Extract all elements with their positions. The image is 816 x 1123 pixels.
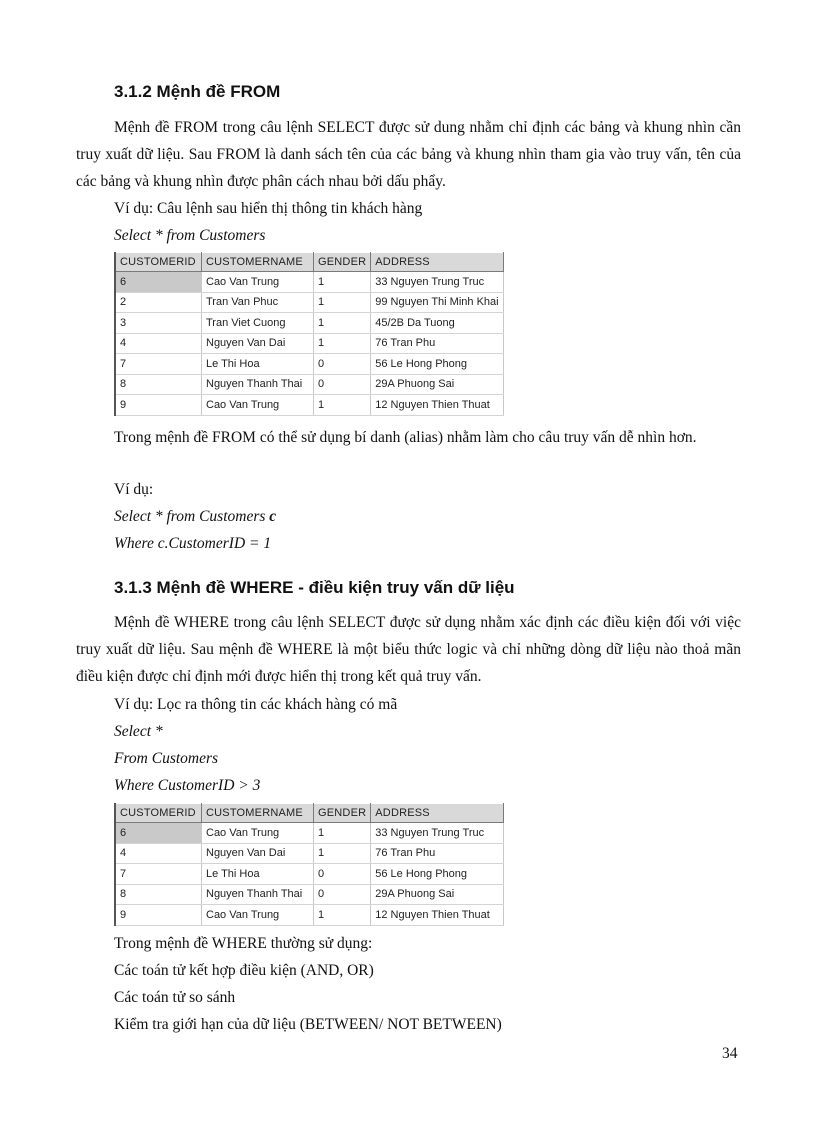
use-item-3: Kiểm tra giới hạn của dữ liệu (BETWEEN/ NOT BETWEEN)	[114, 1016, 502, 1033]
table-row[interactable]	[115, 864, 504, 885]
table-cell[interactable]: Nguyen Thanh Thai	[202, 374, 314, 395]
table-cell[interactable]: 76 Tran Phu	[371, 333, 504, 354]
table-cell[interactable]: Tran Van Phuc	[202, 292, 314, 313]
alias-paragraph: Trong mệnh đề FROM có thể sử dụng bí danh (alias) nhằm làm cho câu truy vấn dễ nhìn hơn.	[114, 429, 697, 446]
table-cell[interactable]: 7	[115, 354, 202, 375]
table-cell[interactable]: 9	[115, 905, 202, 926]
table-cell[interactable]: 1	[314, 843, 371, 864]
table-cell[interactable]: 1	[314, 395, 371, 416]
table-cell[interactable]: Cao Van Trung	[202, 823, 314, 844]
column-header[interactable]: CUSTOMERNAME	[202, 804, 314, 823]
table-cell[interactable]: 4	[115, 333, 202, 354]
table-cell[interactable]: 0	[314, 884, 371, 905]
table-row[interactable]	[115, 884, 504, 905]
page-number: 34	[722, 1045, 738, 1062]
column-header[interactable]: ADDRESS	[371, 253, 504, 272]
table-cell[interactable]: Le Thi Hoa	[202, 864, 314, 885]
table-cell[interactable]: Nguyen Thanh Thai	[202, 884, 314, 905]
grid-header-row	[115, 804, 504, 823]
table-cell[interactable]: 12 Nguyen Thien Thuat	[371, 395, 504, 416]
table-row[interactable]	[115, 313, 504, 334]
result-grid-2	[114, 803, 504, 926]
table-cell[interactable]: Cao Van Trung	[202, 272, 314, 293]
table-cell[interactable]: 0	[314, 354, 371, 375]
table-cell[interactable]: 2	[115, 292, 202, 313]
table-cell[interactable]: 1	[314, 272, 371, 293]
column-header[interactable]: CUSTOMERID	[115, 253, 202, 272]
table-cell[interactable]: 9	[115, 395, 202, 416]
column-header[interactable]: GENDER	[314, 253, 371, 272]
column-header[interactable]: ADDRESS	[371, 804, 504, 823]
table-cell[interactable]: 3	[115, 313, 202, 334]
table-cell[interactable]: 1	[314, 823, 371, 844]
table-row[interactable]	[115, 905, 504, 926]
table-cell[interactable]: Tran Viet Cuong	[202, 313, 314, 334]
example3-label: Ví dụ: Lọc ra thông tin các khách hàng có mã	[114, 696, 398, 713]
table-row[interactable]	[115, 272, 504, 293]
example3-code-line1: Select *	[114, 723, 163, 740]
example3-code-line2: From Customers	[114, 750, 219, 767]
table-row[interactable]	[115, 374, 504, 395]
table-cell[interactable]: 1	[314, 905, 371, 926]
table-cell[interactable]: 8	[115, 884, 202, 905]
heading-3-1-2: 3.1.2 Mệnh đề FROM	[114, 82, 281, 101]
table-cell[interactable]: 45/2B Da Tuong	[371, 313, 504, 334]
result-grid-1	[114, 252, 504, 416]
table-cell[interactable]: 1	[314, 292, 371, 313]
example2-code-line2: Where c.CustomerID = 1	[114, 535, 272, 552]
table-row[interactable]	[115, 395, 504, 416]
table-cell[interactable]: 0	[314, 864, 371, 885]
table-cell[interactable]: 29A Phuong Sai	[371, 374, 504, 395]
table-row[interactable]	[115, 843, 504, 864]
table-cell[interactable]: Nguyen Van Dai	[202, 843, 314, 864]
table-cell[interactable]: 76 Tran Phu	[371, 843, 504, 864]
table-cell[interactable]: 56 Le Hong Phong	[371, 354, 504, 375]
grid-header-row	[115, 253, 504, 272]
table-cell[interactable]: Le Thi Hoa	[202, 354, 314, 375]
table-cell[interactable]: 6	[115, 823, 202, 844]
table-row[interactable]	[115, 354, 504, 375]
table-row[interactable]	[115, 823, 504, 844]
table-cell[interactable]: 4	[115, 843, 202, 864]
column-header[interactable]: GENDER	[314, 804, 371, 823]
table-cell[interactable]: Cao Van Trung	[202, 395, 314, 416]
table-cell[interactable]: 1	[314, 313, 371, 334]
table-cell[interactable]: 0	[314, 374, 371, 395]
column-header[interactable]: CUSTOMERNAME	[202, 253, 314, 272]
table-cell[interactable]: 29A Phuong Sai	[371, 884, 504, 905]
table-cell[interactable]: 1	[314, 333, 371, 354]
table-cell[interactable]: 56 Le Hong Phong	[371, 864, 504, 885]
where-paragraph: Mệnh đề WHERE trong câu lệnh SELECT được sử dụng nhằm xác định các điều kiện đối với việc truy xuất dữ liệu. Sau mệnh đề WHERE là một biểu thức logic và chỉ những dòng dữ liệu nào thoả mãn điều kiện được chỉ định mới được hiển thị trong kết quả truy vấn.	[76, 614, 741, 685]
example2-code: Select * from Customers	[114, 508, 270, 525]
table-cell[interactable]: 33 Nguyen Trung Truc	[371, 823, 504, 844]
table-cell[interactable]: 8	[115, 374, 202, 395]
table-row[interactable]	[115, 333, 504, 354]
use-item-2: Các toán tử so sánh	[114, 989, 236, 1006]
uses-intro: Trong mệnh đề WHERE thường sử dụng:	[114, 935, 373, 952]
example2-code-line1	[114, 507, 276, 527]
table-cell[interactable]: 99 Nguyen Thi Minh Khai	[371, 292, 504, 313]
table-row[interactable]	[115, 292, 504, 313]
table-cell[interactable]: 7	[115, 864, 202, 885]
example1-label: Ví dụ: Câu lệnh sau hiển thị thông tin khách hàng	[114, 200, 423, 217]
table-cell[interactable]: 33 Nguyen Trung Truc	[371, 272, 504, 293]
table-cell[interactable]: 12 Nguyen Thien Thuat	[371, 905, 504, 926]
example3-code-line3: Where CustomerID > 3	[114, 777, 261, 794]
heading-3-1-3: 3.1.3 Mệnh đề WHERE - điều kiện truy vấn dữ liệu	[114, 578, 515, 597]
use-item-1: Các toán tử kết hợp điều kiện (AND, OR)	[114, 962, 374, 979]
example2-label: Ví dụ:	[114, 481, 154, 498]
column-header[interactable]: CUSTOMERID	[115, 804, 202, 823]
example2-alias: c	[269, 508, 277, 525]
example1-code: Select * from Customers	[114, 227, 266, 244]
from-paragraph: Mệnh đề FROM trong câu lệnh SELECT được sử dung nhằm chỉ định các bảng và khung nhìn cần truy xuất dữ liệu. Sau FROM là danh sách tên của các bảng và khung nhìn tham gia vào truy vấn, tên của các bảng và khung nhìn được phân cách nhau bởi dấu phẩy.	[76, 119, 741, 190]
table-cell[interactable]: 6	[115, 272, 202, 293]
table-cell[interactable]: Nguyen Van Dai	[202, 333, 314, 354]
table-cell[interactable]: Cao Van Trung	[202, 905, 314, 926]
